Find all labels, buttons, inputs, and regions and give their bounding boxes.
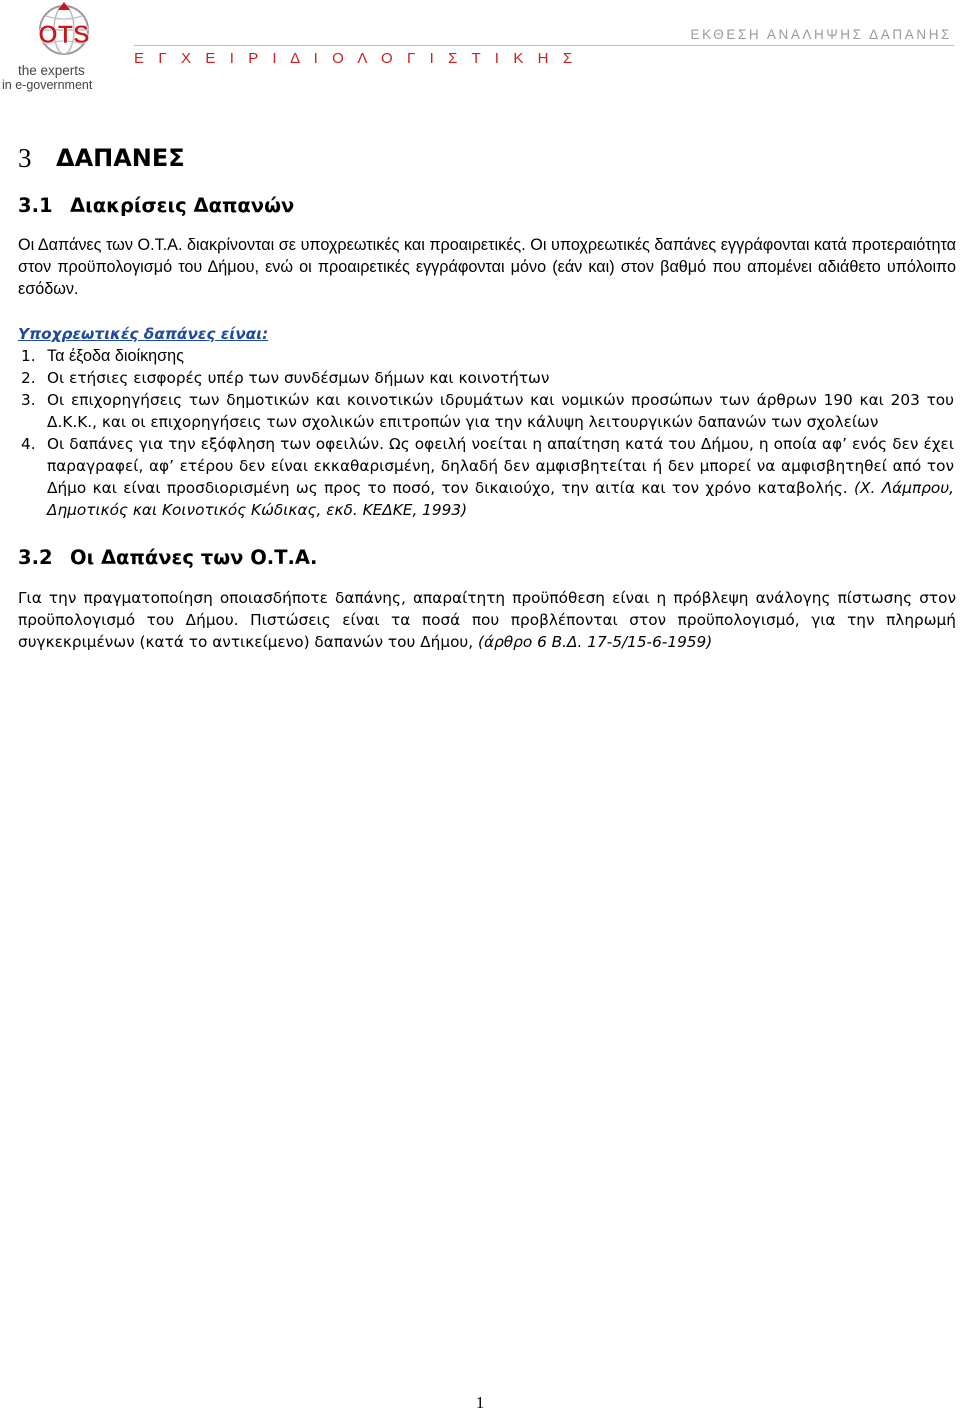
mandatory-expenses-subheading: Υποχρεωτικές δαπάνες είναι: (18, 325, 269, 343)
list-item-number: 2. (21, 369, 36, 387)
ots-logo (0, 0, 128, 92)
section-heading-3-1 (18, 193, 956, 219)
list-item (18, 367, 956, 389)
mandatory-expenses-list (18, 345, 956, 521)
section-number: 3.2 (18, 546, 53, 569)
chapter-title: ΔΑΠΑΝΕΣ (56, 144, 185, 172)
list-item-number: 3. (21, 391, 36, 409)
list-item (18, 389, 956, 433)
chapter-heading (18, 142, 956, 174)
running-header-manual: Ε Γ Χ Ε Ι Ρ Ι Δ Ι Ο Λ Ο Γ Ι Σ Τ Ι Κ Η Σ (134, 50, 578, 67)
list-item-text: Τα έξοδα διοίκησης (47, 347, 184, 365)
section-3-2-citation: (άρθρο 6 Β.Δ. 17-5/15-6-1959) (478, 633, 713, 651)
list-item-number: 1. (21, 347, 36, 365)
page-content (18, 142, 956, 653)
section-3-2-text: Για την πραγματοποίηση οποιασδήποτε δαπάνης, απαραίτητη προϋπόθεση είναι η πρόβλεψη ανάλογης πίστωσης στον προϋπολογισμό του Δήμου. Πιστώσεις είναι τα ποσά που προβλέπονται στον προϋπολογισμό, για την πληρωμή συγκεκριμένων (κατά το αντικείμενο) δαπανών του Δήμου, (18, 589, 956, 651)
logo-mark: OTS (38, 21, 90, 49)
chapter-number: 3 (18, 143, 32, 173)
section-number: 3.1 (18, 194, 53, 217)
list-item-text: Οι επιχορηγήσεις των δημοτικών και κοινοτικών ιδρυμάτων και νομικών προσώπων των άρθρων 190 και 203 του Δ.Κ.Κ., και οι επιχορηγήσεις των σχολικών επιτροπών για την κάλυψη λειτουργικών δαπανών των σχολείων (47, 391, 954, 431)
list-item-text: Οι δαπάνες για την εξόφληση των οφειλών. Ως οφειλή νοείται η απαίτηση κατά του Δήμου, η οποία αφ’ ενός δεν έχει παραγραφεί, αφ’ ετέρου δεν είναι εκκαθαρισμένη, δηλαδή δεν αμφισβητείται ή δεν μπορεί να αμφισβητηθεί από τον Δήμο και είναι προσδιορισμένη ως προς το ποσό, τον δικαιούχο, την αιτία και τον χρόνο καταβολής. (47, 435, 954, 497)
list-item-text: Οι ετήσιες εισφορές υπέρ των συνδέσμων δήμων και κοινοτήτων (47, 369, 550, 387)
section-3-1-paragraph: Οι Δαπάνες των Ο.Τ.Α. διακρίνονται σε υποχρεωτικές και προαιρετικές. Οι υποχρεωτικές δαπάνες εγγράφονται κατά προτεραιότητα στον προϋπολογισμό του Δήμου, ενώ οι προαιρετικές εγγράφονται μόνο (εάν και) στον βαθμό που απομένει αδιάθετο υπόλοιπο εσόδων. (18, 236, 956, 298)
section-title: Διακρίσεις Δαπανών (70, 194, 295, 217)
list-item (18, 345, 956, 367)
section-heading-3-2 (18, 545, 956, 571)
header-rule (134, 45, 954, 46)
page-number: 1 (475, 1393, 485, 1412)
list-item-citation: (Χ. Λάμπρου, Δημοτικός και Κοινοτικός Κώδικας, εκδ. ΚΕΔΚΕ, 1993) (47, 479, 954, 519)
logo-tagline-1: the experts (18, 63, 85, 78)
section-3-2-paragraph (18, 587, 956, 653)
list-item-body (47, 433, 956, 521)
list-item-number: 4. (21, 435, 36, 453)
section-title: Οι Δαπάνες των Ο.Τ.Α. (70, 546, 318, 569)
logo-tagline-2: in e-government (2, 78, 93, 92)
list-item (18, 433, 956, 521)
running-header-title: ΕΚΘΕΣΗ ΑΝΑΛΗΨΗΣ ΔΑΠΑΝΗΣ (690, 27, 952, 42)
